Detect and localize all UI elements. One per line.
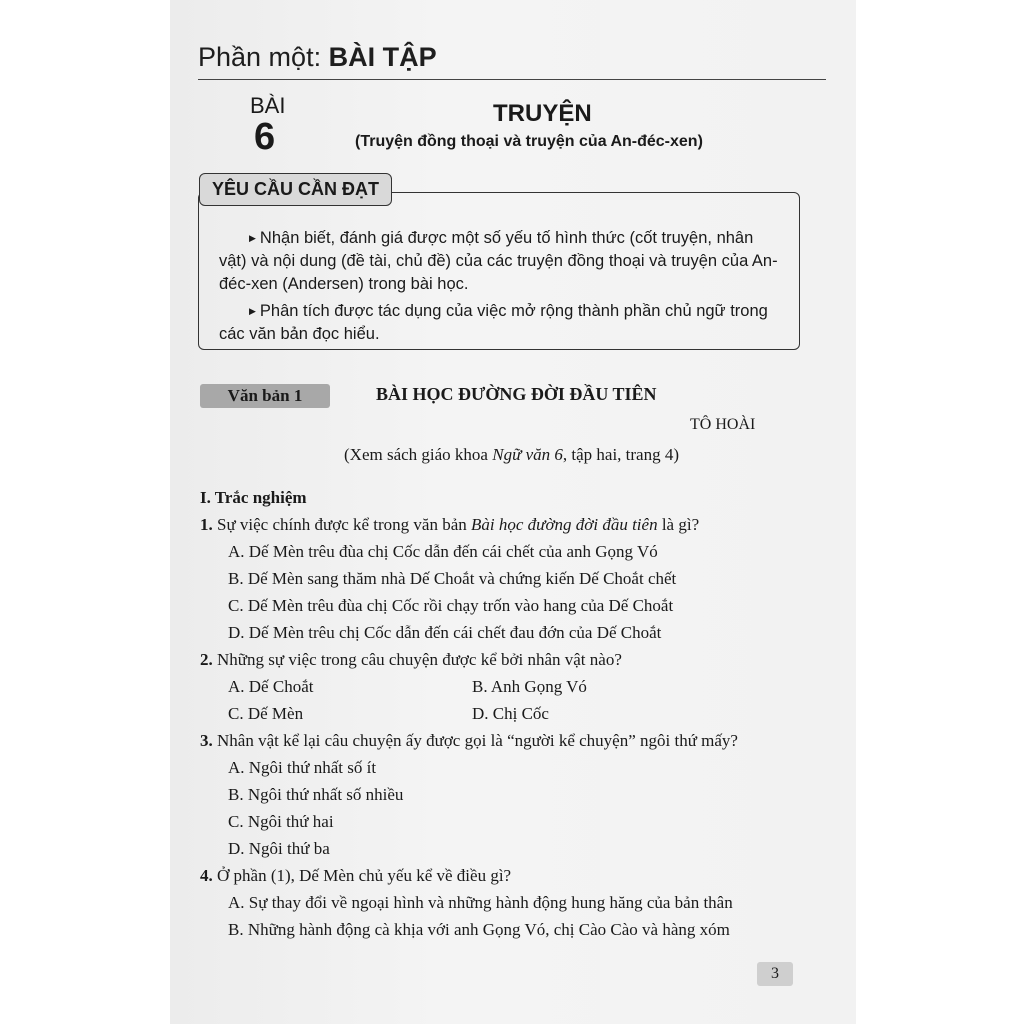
- requirement-item: ▶ Phân tích được tác dụng của việc mở rộng thành phần chủ ngữ trong các văn bản đọc hiểu.: [219, 302, 768, 343]
- triangle-bullet-icon: ▶: [249, 306, 256, 316]
- text-source: (Xem sách giáo khoa Ngữ văn 6, tập hai, trang 4): [344, 445, 680, 464]
- option-a: A. Ngôi thứ nhất số ít: [228, 758, 377, 777]
- text-tag: Văn bản 1: [200, 384, 330, 408]
- question-1: 1. Sự việc chính được kể trong văn bản Bài học đường đời đầu tiên là gì?: [200, 515, 700, 534]
- requirements-box: [198, 179, 800, 350]
- option-a: A. Sự thay đổi về ngoại hình và những hành động hung hăng của bản thân: [228, 893, 733, 912]
- option-c: C. Ngôi thứ hai: [228, 812, 334, 831]
- option-b: B. Dế Mèn sang thăm nhà Dế Choắt và chứng kiến Dế Choắt chết: [228, 569, 677, 588]
- option-row: [200, 700, 832, 727]
- header-rule: [198, 79, 826, 80]
- option-d: D. Chị Cốc: [472, 704, 549, 723]
- text-title: BÀI HỌC ĐƯỜNG ĐỜI ĐẦU TIÊN: [376, 384, 657, 404]
- option-a: A. Dế Mèn trêu đùa chị Cốc dẫn đến cái chết của anh Gọng Vó: [228, 542, 658, 561]
- section-heading: I. Trắc nghiệm: [200, 488, 307, 507]
- question-2: 2. Những sự việc trong câu chuyện được kể bởi nhân vật nào?: [200, 650, 622, 669]
- option-b: B. Anh Gọng Vó: [472, 677, 587, 696]
- option-a: A. Dế Choắt: [228, 677, 314, 696]
- requirements-text: [219, 227, 783, 350]
- option-d: D. Ngôi thứ ba: [228, 839, 330, 858]
- triangle-bullet-icon: ▶: [249, 233, 256, 243]
- lesson-number: 6: [254, 116, 276, 158]
- lesson-label: BÀI: [250, 93, 286, 118]
- requirement-item: ▶ Nhận biết, đánh giá được một số yếu tố hình thức (cốt truyện, nhân vật) và nội dung (đề tài, chủ đề) của các truyện đồng thoại và truyện của An-đéc-xen (Andersen) trong bài học.: [219, 229, 778, 293]
- option-c: C. Dế Mèn: [228, 704, 304, 723]
- question-3: 3. Nhân vật kể lại câu chuyện ấy được gọi là “người kể chuyện” ngôi thứ mấy?: [200, 731, 738, 750]
- background-left: [0, 0, 170, 1024]
- part-title: Phần một: BÀI TẬP: [198, 42, 437, 72]
- page-number: 3: [757, 962, 793, 986]
- requirements-tab: YÊU CẦU CẦN ĐẠT: [199, 173, 392, 206]
- option-d: D. Dế Mèn trêu chị Cốc dẫn đến cái chết đau đớn của Dế Choắt: [228, 623, 662, 642]
- option-row: [200, 673, 832, 700]
- option-b: B. Những hành động cà khịa với anh Gọng Vó, chị Cào Cào và hàng xóm: [228, 920, 730, 939]
- book-page: [170, 0, 856, 1024]
- question-4: 4. Ở phần (1), Dế Mèn chủ yếu kể về điều gì?: [200, 866, 512, 885]
- text-author: TÔ HOÀI: [690, 416, 756, 433]
- option-b: B. Ngôi thứ nhất số nhiều: [228, 785, 404, 804]
- background-right: [856, 0, 1024, 1024]
- lesson-title: TRUYỆN: [493, 100, 592, 127]
- exercise-content: [200, 484, 832, 943]
- lesson-subtitle: (Truyện đồng thoại và truyện của An-đéc-xen): [355, 133, 703, 150]
- option-c: C. Dế Mèn trêu đùa chị Cốc rồi chạy trốn vào hang của Dế Choắt: [228, 596, 674, 615]
